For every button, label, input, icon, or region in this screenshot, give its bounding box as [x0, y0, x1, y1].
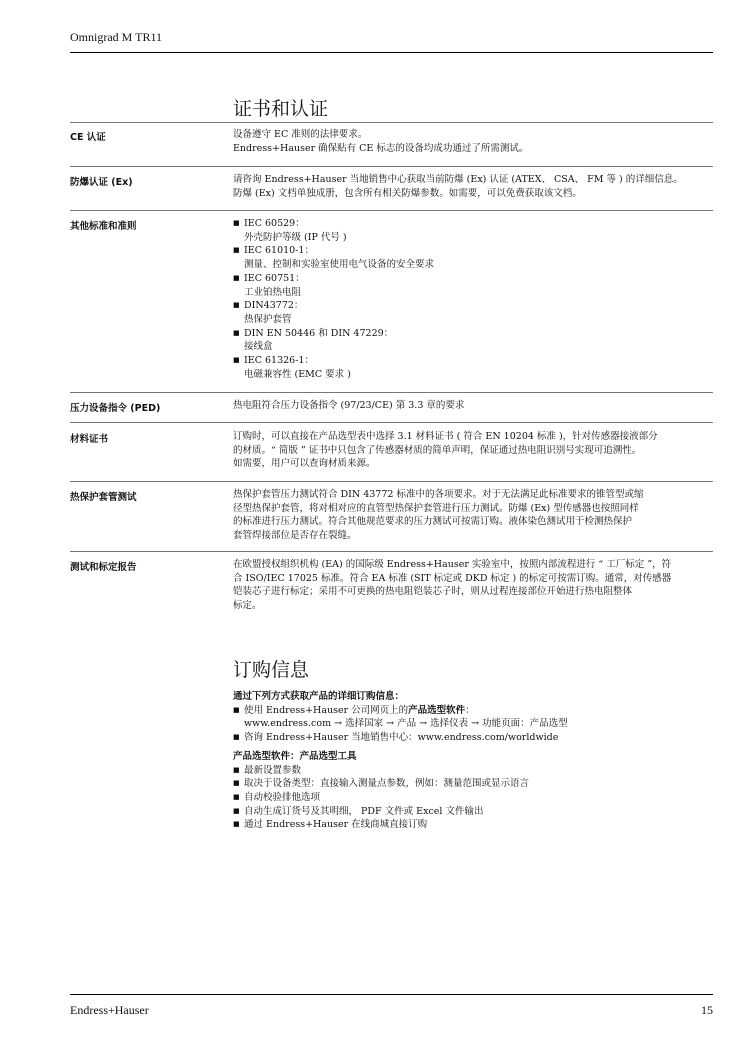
row-divider	[70, 166, 713, 167]
footer-rule	[70, 994, 713, 995]
row-divider	[70, 392, 713, 393]
standard-item: ■ DIN43772： 热保护套管	[233, 299, 713, 326]
row-text-ped: 热电阻符合压力设备指令 (97/23/CE) 第 3.3 章的要求	[233, 400, 465, 411]
row-divider	[70, 422, 713, 423]
standard-item: ■ IEC 60529： 外壳防护等级 (IP 代号 )	[233, 217, 713, 244]
row-label-ce: CE 认证	[70, 132, 106, 143]
standard-item: ■ IEC 60751： 工业铂热电阻	[233, 272, 713, 299]
ordering-info	[233, 690, 713, 832]
row-label-standards: 其他标准和准则	[70, 221, 137, 232]
row-text-ex: 请咨询 Endress+Hauser 当地销售中心获取当前防爆 (Ex) 认证 (ATEX、 CSA、 FM 等 ) 的详细信息。 防爆 (Ex) 文档单独成册，包含所有相关防爆参数。如需要，可以免费获取该文档。	[233, 174, 683, 199]
row-divider	[70, 551, 713, 552]
ordering-option-sales-center: ■ 咨询 Endress+Hauser 当地销售中心：www.endress.com/worldwide	[233, 731, 713, 745]
row-text-thermowell-test: 热保护套管压力测试符合 DIN 43772 标准中的各项要求。对于无法满足此标准要求的锥管型或缩 径型热保护套管，将对相对应的直管型热保护套管进行压力测试。防爆 (Ex) 型传感器也按照同样 的标准进行压力测试。符合其他规范要求的压力测试可按需订购。液体染色测试用于检测热保护 套管焊接部位是否存在裂缝。	[233, 489, 644, 542]
footer-brand: Endress+Hauser	[70, 1003, 149, 1017]
standard-item: ■ IEC 61010-1： 测量、控制和实验室使用电气设备的安全要求	[233, 244, 713, 271]
row-label-calibration: 测试和标定报告	[70, 562, 137, 573]
standard-item: ■ DIN EN 50446 和 DIN 47229： 接线盒	[233, 327, 713, 354]
header-rule	[70, 52, 713, 53]
tool-feature-item: ■ 最新设置参数	[233, 764, 713, 778]
row-label-ped: 压力设备指令 (PED)	[70, 403, 161, 414]
row-divider	[70, 481, 713, 482]
row-divider	[70, 122, 713, 123]
standards-list	[233, 217, 713, 381]
row-text-ce: 设备遵守 EC 准则的法律要求。 Endress+Hauser 确保贴有 CE 标志的设备均成功通过了所需测试。	[233, 129, 529, 154]
row-text-calibration: 在欧盟授权组织机构 (EA) 的国际级 Endress+Hauser 实验室中，按照内部流程进行 “ 工厂标定 ”，符 合 ISO/IEC 17025 标准。符合 EA 标准 (SIT 标定或 DKD 标定 ) 的标定可按需订购。通常，对传感器 铠装芯子进行标定；采用不可更换的热电阻铠装芯子时，则从过程连接部位开始进行热电阻整体 标定。	[233, 559, 672, 612]
row-label-ex: 防爆认证 (Ex)	[70, 177, 133, 188]
header-product-name: Omnigrad M TR11	[70, 30, 162, 44]
page-number: 15	[701, 1003, 713, 1017]
ordering-option-website: ■ 使用 Endress+Hauser 公司网页上的产品选型软件： www.endress.com → 选择国家 → 产品 → 选择仪表 → 功能页面：产品选型	[233, 704, 713, 731]
section-title-ordering: 订购信息	[233, 659, 310, 681]
website-path: www.endress.com → 选择国家 → 产品 → 选择仪表 → 功能页面：产品选型	[244, 718, 568, 730]
row-divider	[70, 210, 713, 211]
tool-feature-item: ■ 取决于设备类型：直接输入测量点参数，例如：测量范围或显示语言	[233, 777, 713, 791]
ordering-intro: 通过下列方式获取产品的详细订购信息：	[233, 691, 405, 702]
tool-feature-item: ■ 自动生成订货号及其明细， PDF 文件或 Excel 文件输出	[233, 805, 713, 819]
row-text-material-cert: 订购时，可以直接在产品选型表中选择 3.1 材料证书 ( 符合 EN 10204 标准 )，针对传感器接液部分 的材质。“ 简版 ” 证书中只包含了传感器材质的简单声明，保证通过热电阻识别号实现可追溯性。 如需要，用户可以查询材质来源。	[233, 431, 658, 470]
row-label-thermowell-test: 热保护套管测试	[70, 492, 137, 503]
section-title-certificates: 证书和认证	[233, 98, 329, 120]
standard-item: ■ IEC 61326-1： 电磁兼容性 (EMC 要求 )	[233, 354, 713, 381]
row-label-material-cert: 材料证书	[70, 434, 109, 445]
tool-feature-item: ■ 自动校验排他选项	[233, 791, 713, 805]
tool-heading: 产品选型软件：产品选型工具	[233, 750, 357, 762]
tool-feature-item: ■ 通过 Endress+Hauser 在线商城直接订购	[233, 818, 713, 832]
